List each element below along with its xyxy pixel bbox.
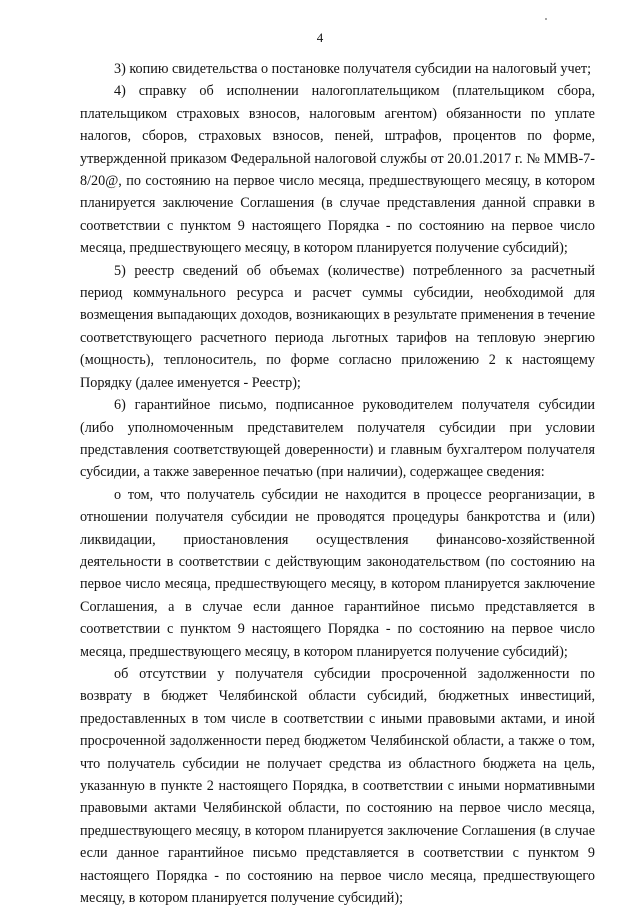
paragraph-item-4: 4) справку об исполнении налогоплательщиком (плательщиком сбора, плательщиком страховых взносов, налоговым агентом) обязанности по уплате налогов, сборов, страховых взносов, пеней, штрафов, процентов по форме, утвержденной приказом Федеральной налоговой службы от 20.01.2017 г. № ММВ-7-8/20@, по состоянию на первое число месяца, предшествующего месяцу, в котором планируется заключение Соглашения (в случае представления данной справки в соответствии с пунктом 9 настоящего Порядка - по состоянию на первое число месяца, предшествующего месяцу, в котором планируется получение субсидий); [80, 83, 595, 257]
paragraph-item-5: 5) реестр сведений об объемах (количестве) потребленного за расчетный период коммунального ресурса и расчет суммы субсидии, необходимой для возмещения выпадающих доходов, возникающих в результате применения в течение соответствующего расчетного периода льготных тарифов на тепловую энергию (мощность), теплоноситель, по форме согласно приложению 2 к настоящему Порядку (далее именуется - Реестр); [80, 262, 595, 391]
paragraph-debt-statement: об отсутствии у получателя субсидии просроченной задолженности по возврату в бюджет Челябинской области субсидий, бюджетных инвестиций, предоставленных в том числе в соответствии с иными правовыми актами, и иной просроченной задолженности перед бюджетом Челябинской области, а также о том, что получатель субсидии не получает средства из областного бюджета на цель, указанную в пункте 2 настоящего Порядка, в соответствии с иными нормативными правовыми актами Челябинской области, по состоянию на первое число месяца, предшествующего месяцу, в котором планируется заключение Соглашения (в случае если данное гарантийное письмо представляется в соответствии с пунктом 9 настоящего Порядка - по состоянию на первое число месяца, предшествующего месяцу, в котором планируется получение субсидий); [80, 665, 595, 907]
page-number: 4 [316, 30, 324, 45]
scan-speck [545, 18, 547, 20]
paragraph-item-3: 3) копию свидетельства о постановке получателя субсидии на налоговый учет; [114, 61, 592, 77]
document-body [80, 58, 595, 909]
paragraph-reorganization-statement: о том, что получатель субсидии не находится в процессе реорганизации, в отношении получателя субсидии не проводятся процедуры банкротства и (или) ликвидации, приостановления осуществления финансово-хозяйственной деятельности в соответствии с действующим законодательством (по состоянию на первое число месяца, предшествующего месяцу, в котором планируется заключение Соглашения, а в случае если данное гарантийное письмо представляется в соответствии с пунктом 9 настоящего Порядка - по состоянию на первое число месяца, предшествующего месяцу, в котором планируется получение субсидий); [80, 486, 595, 660]
paragraph-item-6: 6) гарантийное письмо, подписанное руководителем получателя субсидии (либо уполномоченным представителем получателя субсидии при условии представления соответствующей доверенности) и главным бухгалтером получателя субсидии, а также заверенное печатью (при наличии), содержащее сведения: [80, 397, 595, 481]
